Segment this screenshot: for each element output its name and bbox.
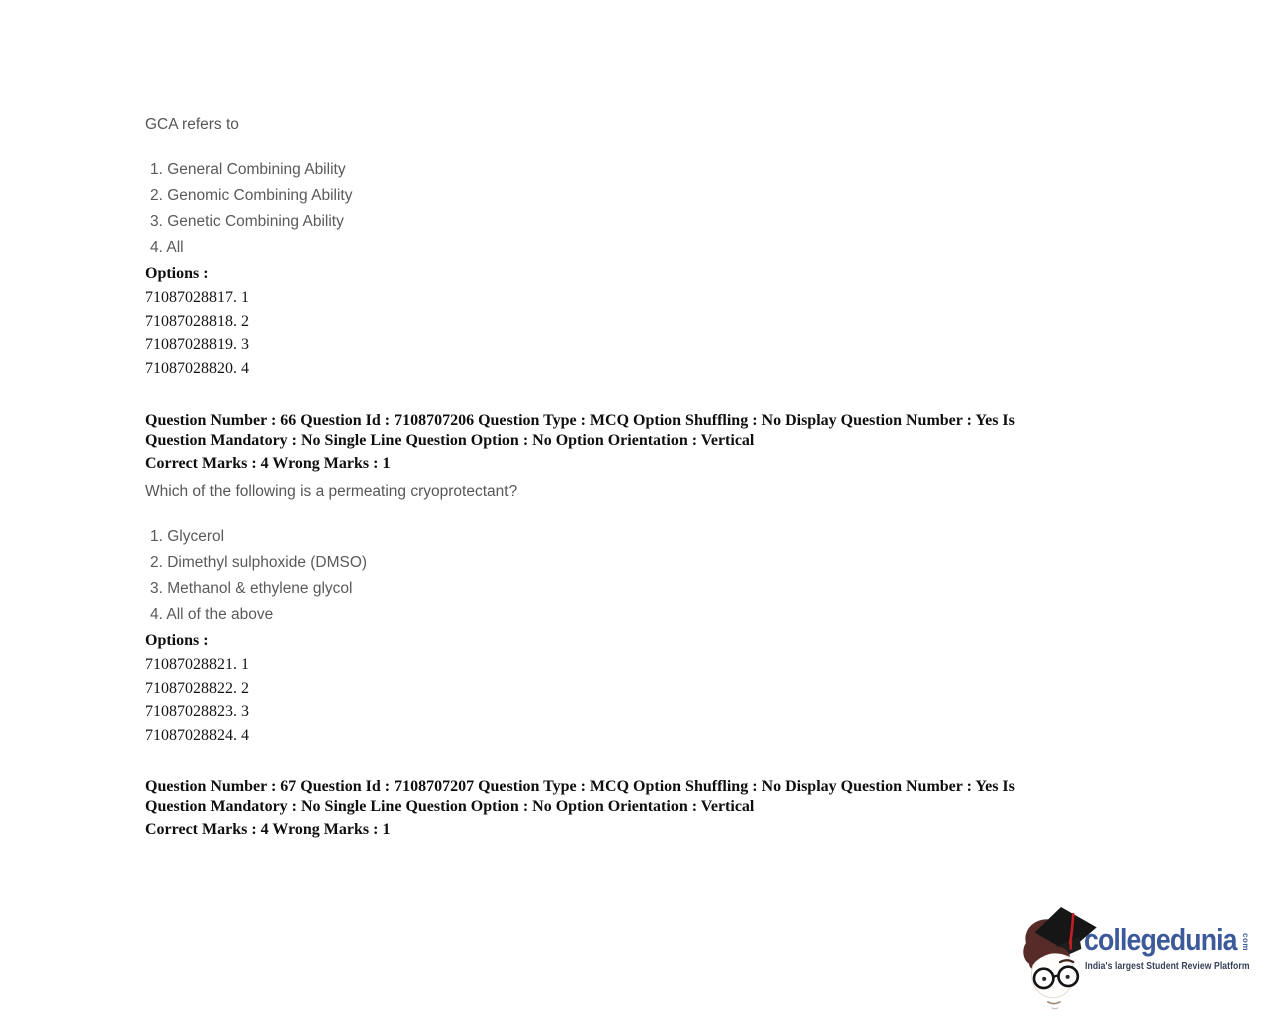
choice-item: 1. Glycerol: [150, 528, 225, 545]
option-id: 71087028824. 4: [145, 727, 249, 745]
option-id: 71087028817. 1: [145, 289, 249, 306]
option-id-list: [145, 653, 249, 748]
brand-tagline: India's largest Student Review Platform: [1085, 960, 1250, 972]
choice-item: 1. General Combining Ability: [150, 161, 346, 178]
option-id: 71087028822. 2: [145, 679, 249, 697]
choice-list: [150, 157, 352, 261]
option-id: 71087028819. 3: [145, 336, 249, 354]
choice-item: 2. Genomic Combining Ability: [150, 187, 353, 204]
choice-item: 3. Methanol & ethylene glycol: [150, 580, 353, 597]
question-meta-line: Question Number : 67 Question Id : 7108707207 Question Type : MCQ Option Shuffling : No Display Question Number : Yes Is: [145, 778, 1015, 795]
question-text: GCA refers to: [145, 116, 239, 133]
options-label: Options :: [145, 265, 209, 282]
question-meta-line: Question Number : 66 Question Id : 7108707206 Question Type : MCQ Option Shuffling : No Display Question Number : Yes Is: [145, 412, 1015, 429]
brand-domain-suffix: com: [1241, 933, 1250, 951]
question-text: Which of the following is a permeating cryoprotectant?: [145, 483, 518, 500]
question-meta: [145, 777, 1015, 840]
brand-wordmark: collegedunia: [1084, 922, 1237, 957]
choice-list: [150, 524, 367, 628]
option-id: 71087028821. 1: [145, 656, 249, 673]
question-meta-line: Question Mandatory : No Single Line Question Option : No Option Orientation : Vertical: [145, 432, 755, 449]
choice-item: 4. All of the above: [150, 606, 274, 623]
option-id: 71087028820. 4: [145, 360, 249, 378]
choice-item: 3. Genetic Combining Ability: [150, 213, 344, 230]
options-label: Options :: [145, 632, 209, 649]
marks-line: Correct Marks : 4 Wrong Marks : 1: [145, 455, 391, 472]
option-id: 71087028823. 3: [145, 703, 249, 721]
choice-item: 4. All: [150, 239, 184, 256]
choice-item: 2. Dimethyl sulphoxide (DMSO): [150, 554, 368, 571]
marks-line: Correct Marks : 4 Wrong Marks : 1: [145, 821, 391, 838]
option-id: 71087028818. 2: [145, 312, 249, 330]
question-meta: [145, 411, 1015, 474]
collegedunia-logo: [1022, 902, 1272, 1012]
option-id-list: [145, 286, 249, 381]
question-meta-line: Question Mandatory : No Single Line Question Option : No Option Orientation : Vertical: [145, 798, 755, 815]
